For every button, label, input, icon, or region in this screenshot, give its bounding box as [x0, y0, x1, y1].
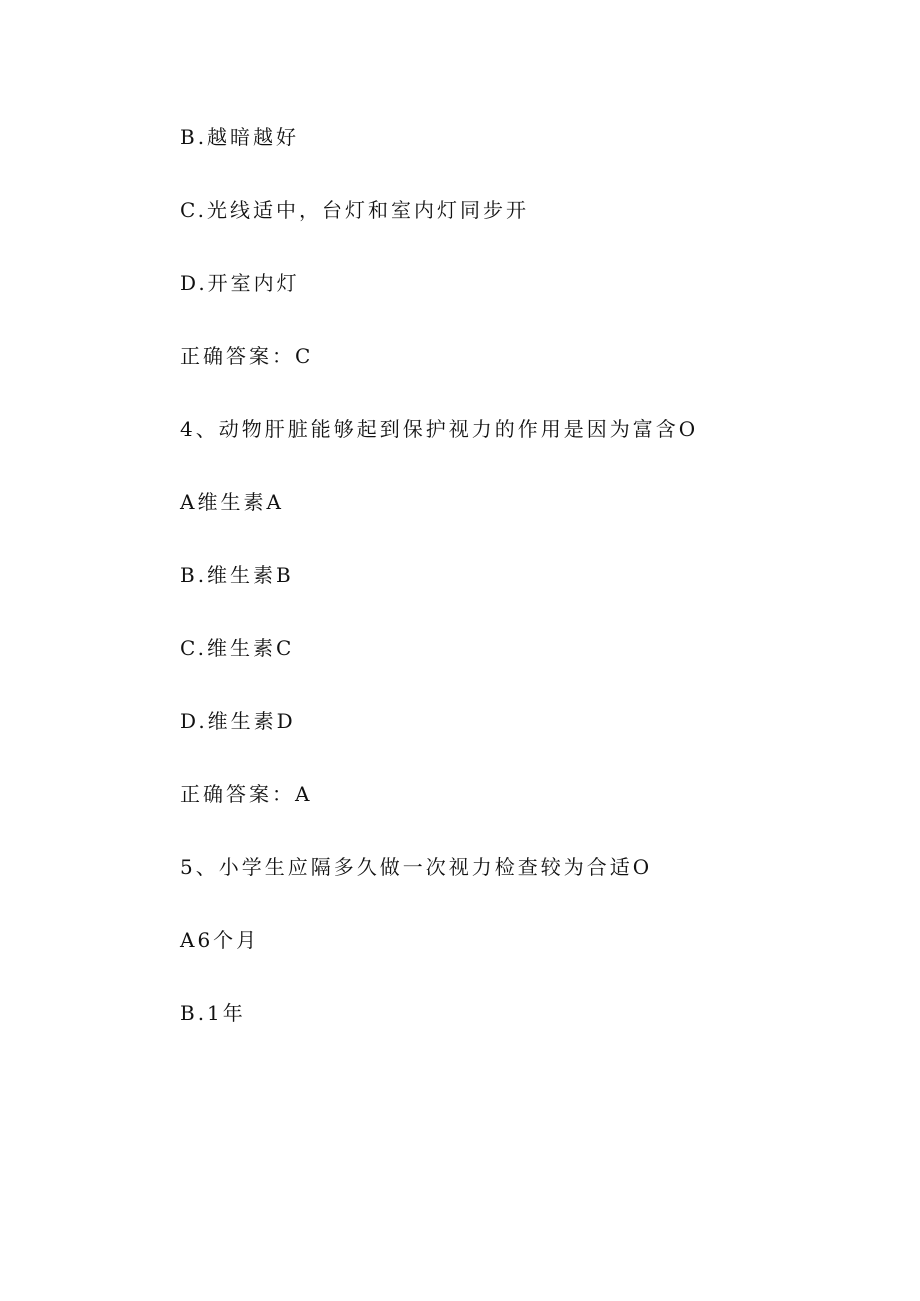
answer-q3: 正确答案：C	[180, 344, 314, 368]
option-b-q4: B.维生素B	[180, 563, 294, 587]
answer-q4: 正确答案：A	[180, 782, 313, 806]
option-c-q3: C.光线适中，台灯和室内灯同步开	[180, 198, 529, 222]
question-5: 5、小学生应隔多久做一次视力检查较为合适O	[180, 855, 653, 879]
option-a-q5: A6个月	[180, 928, 260, 952]
question-4: 4、动物肝脏能够起到保护视力的作用是因为富含O	[180, 417, 699, 441]
option-d-q3: D.开室内灯	[180, 271, 300, 295]
option-b-q3: B.越暗越好	[180, 125, 300, 149]
option-a-q4: A维生素A	[180, 490, 284, 514]
option-b-q5: B.1年	[180, 1001, 246, 1025]
option-d-q4: D.维生素D	[180, 709, 296, 733]
option-c-q4: C.维生素C	[180, 636, 295, 660]
